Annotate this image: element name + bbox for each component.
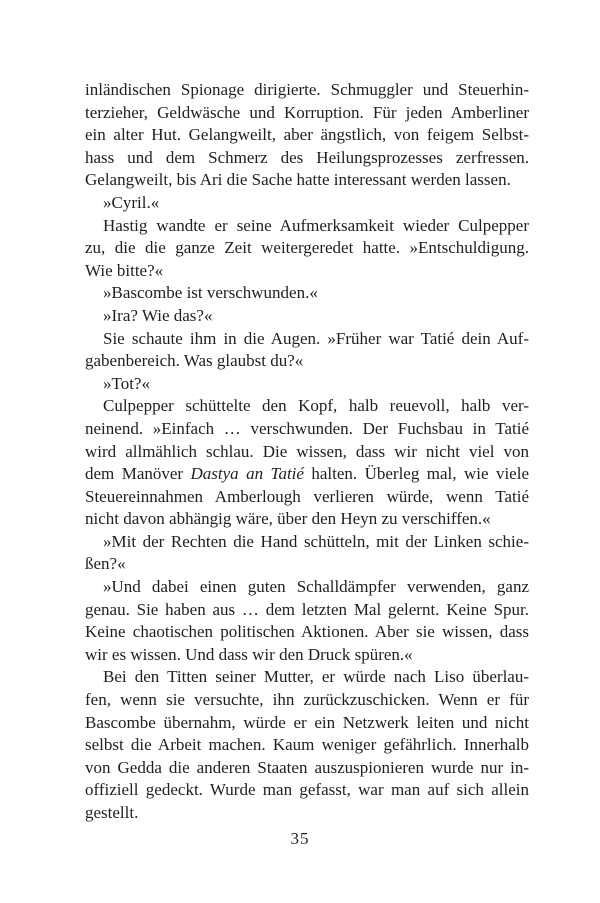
text-line: Gelangweilt, bis Ari die Sache hatte interessant werden lassen.	[85, 170, 511, 190]
text-line: von Gedda die anderen Staaten auszuspionieren wurde nur in-	[85, 757, 529, 777]
text-line: fen, wenn sie versuchte, ihn zurückzuschicken. Wenn er für	[85, 690, 529, 710]
text-line: Steuereinnahmen Amberlough verlieren würde, wenn Tatié	[85, 486, 529, 506]
text-line: »Tot?«	[103, 373, 150, 393]
text-line: ßen?«	[85, 554, 126, 574]
text-line: »Ira? Wie das?«	[103, 305, 213, 325]
text-line: selbst die Arbeit machen. Kaum weniger gefährlich. Innerhalb	[85, 735, 529, 755]
text-line: terzieher, Geldwäsche und Korruption. Für jeden Amberliner	[85, 102, 529, 122]
text-line: offiziell gedeckt. Wurde man gefasst, war man auf sich allein	[85, 780, 529, 800]
text-line: Culpepper schüttelte den Kopf, halb reuevoll, halb ver-	[103, 396, 529, 416]
text-line: »Bascombe ist verschwunden.«	[103, 283, 318, 303]
text-line: neinend. »Einfach … verschwunden. Der Fuchsbau in Tatié	[85, 418, 529, 438]
page-number: 35	[290, 829, 310, 848]
text-line: Bascombe übernahm, würde er ein Netzwerk leiten und nicht	[85, 712, 529, 732]
text-line: Keine chaotischen politischen Aktionen. Aber sie wissen, dass	[85, 622, 529, 642]
text-line: zu, die die ganze Zeit weitergeredet hatte. »Entschuldigung.	[85, 238, 529, 258]
text-line: »Und dabei einen guten Schalldämpfer verwenden, ganz	[103, 577, 529, 597]
text-line: »Mit der Rechten die Hand schütteln, mit der Linken schie-	[103, 531, 529, 551]
text-line: hass und dem Schmerz des Heilungsprozesses zerfressen.	[85, 147, 529, 167]
text-line: gabenbereich. Was glaubst du?«	[85, 351, 304, 371]
italic-title: Dastya an Tatié	[190, 464, 304, 484]
text-line: ein alter Hut. Gelangweilt, aber ängstlich, von feigem Selbst-	[85, 125, 529, 145]
text-line: genau. Sie haben aus … dem letzten Mal gelernt. Keine Spur.	[85, 599, 529, 619]
text-line: Sie schaute ihm in die Augen. »Früher war Tatié dein Auf-	[103, 328, 529, 348]
text-line: Wie bitte?«	[85, 260, 164, 280]
text-line: nicht davon abhängig wäre, über den Heyn zu verschiffen.«	[85, 509, 491, 529]
body-text	[85, 79, 529, 825]
text-line: gestellt.	[85, 803, 139, 822]
text-line: Bei den Titten seiner Mutter, er würde nach Liso überlau-	[103, 667, 529, 687]
text-line: inländischen Spionage dirigierte. Schmuggler und Steuerhin-	[85, 80, 529, 99]
text-line: wird allmählich schlau. Die wissen, dass wir nicht viel von	[85, 441, 529, 461]
text-line: wir es wissen. Und dass wir den Druck spüren.«	[85, 644, 413, 664]
text-line: dem Manöver Dastya an Tatié halten. Überleg mal, wie viele	[85, 464, 529, 484]
text-line: »Cyril.«	[103, 192, 160, 212]
text-line: Hastig wandte er seine Aufmerksamkeit wieder Culpepper	[103, 215, 529, 235]
